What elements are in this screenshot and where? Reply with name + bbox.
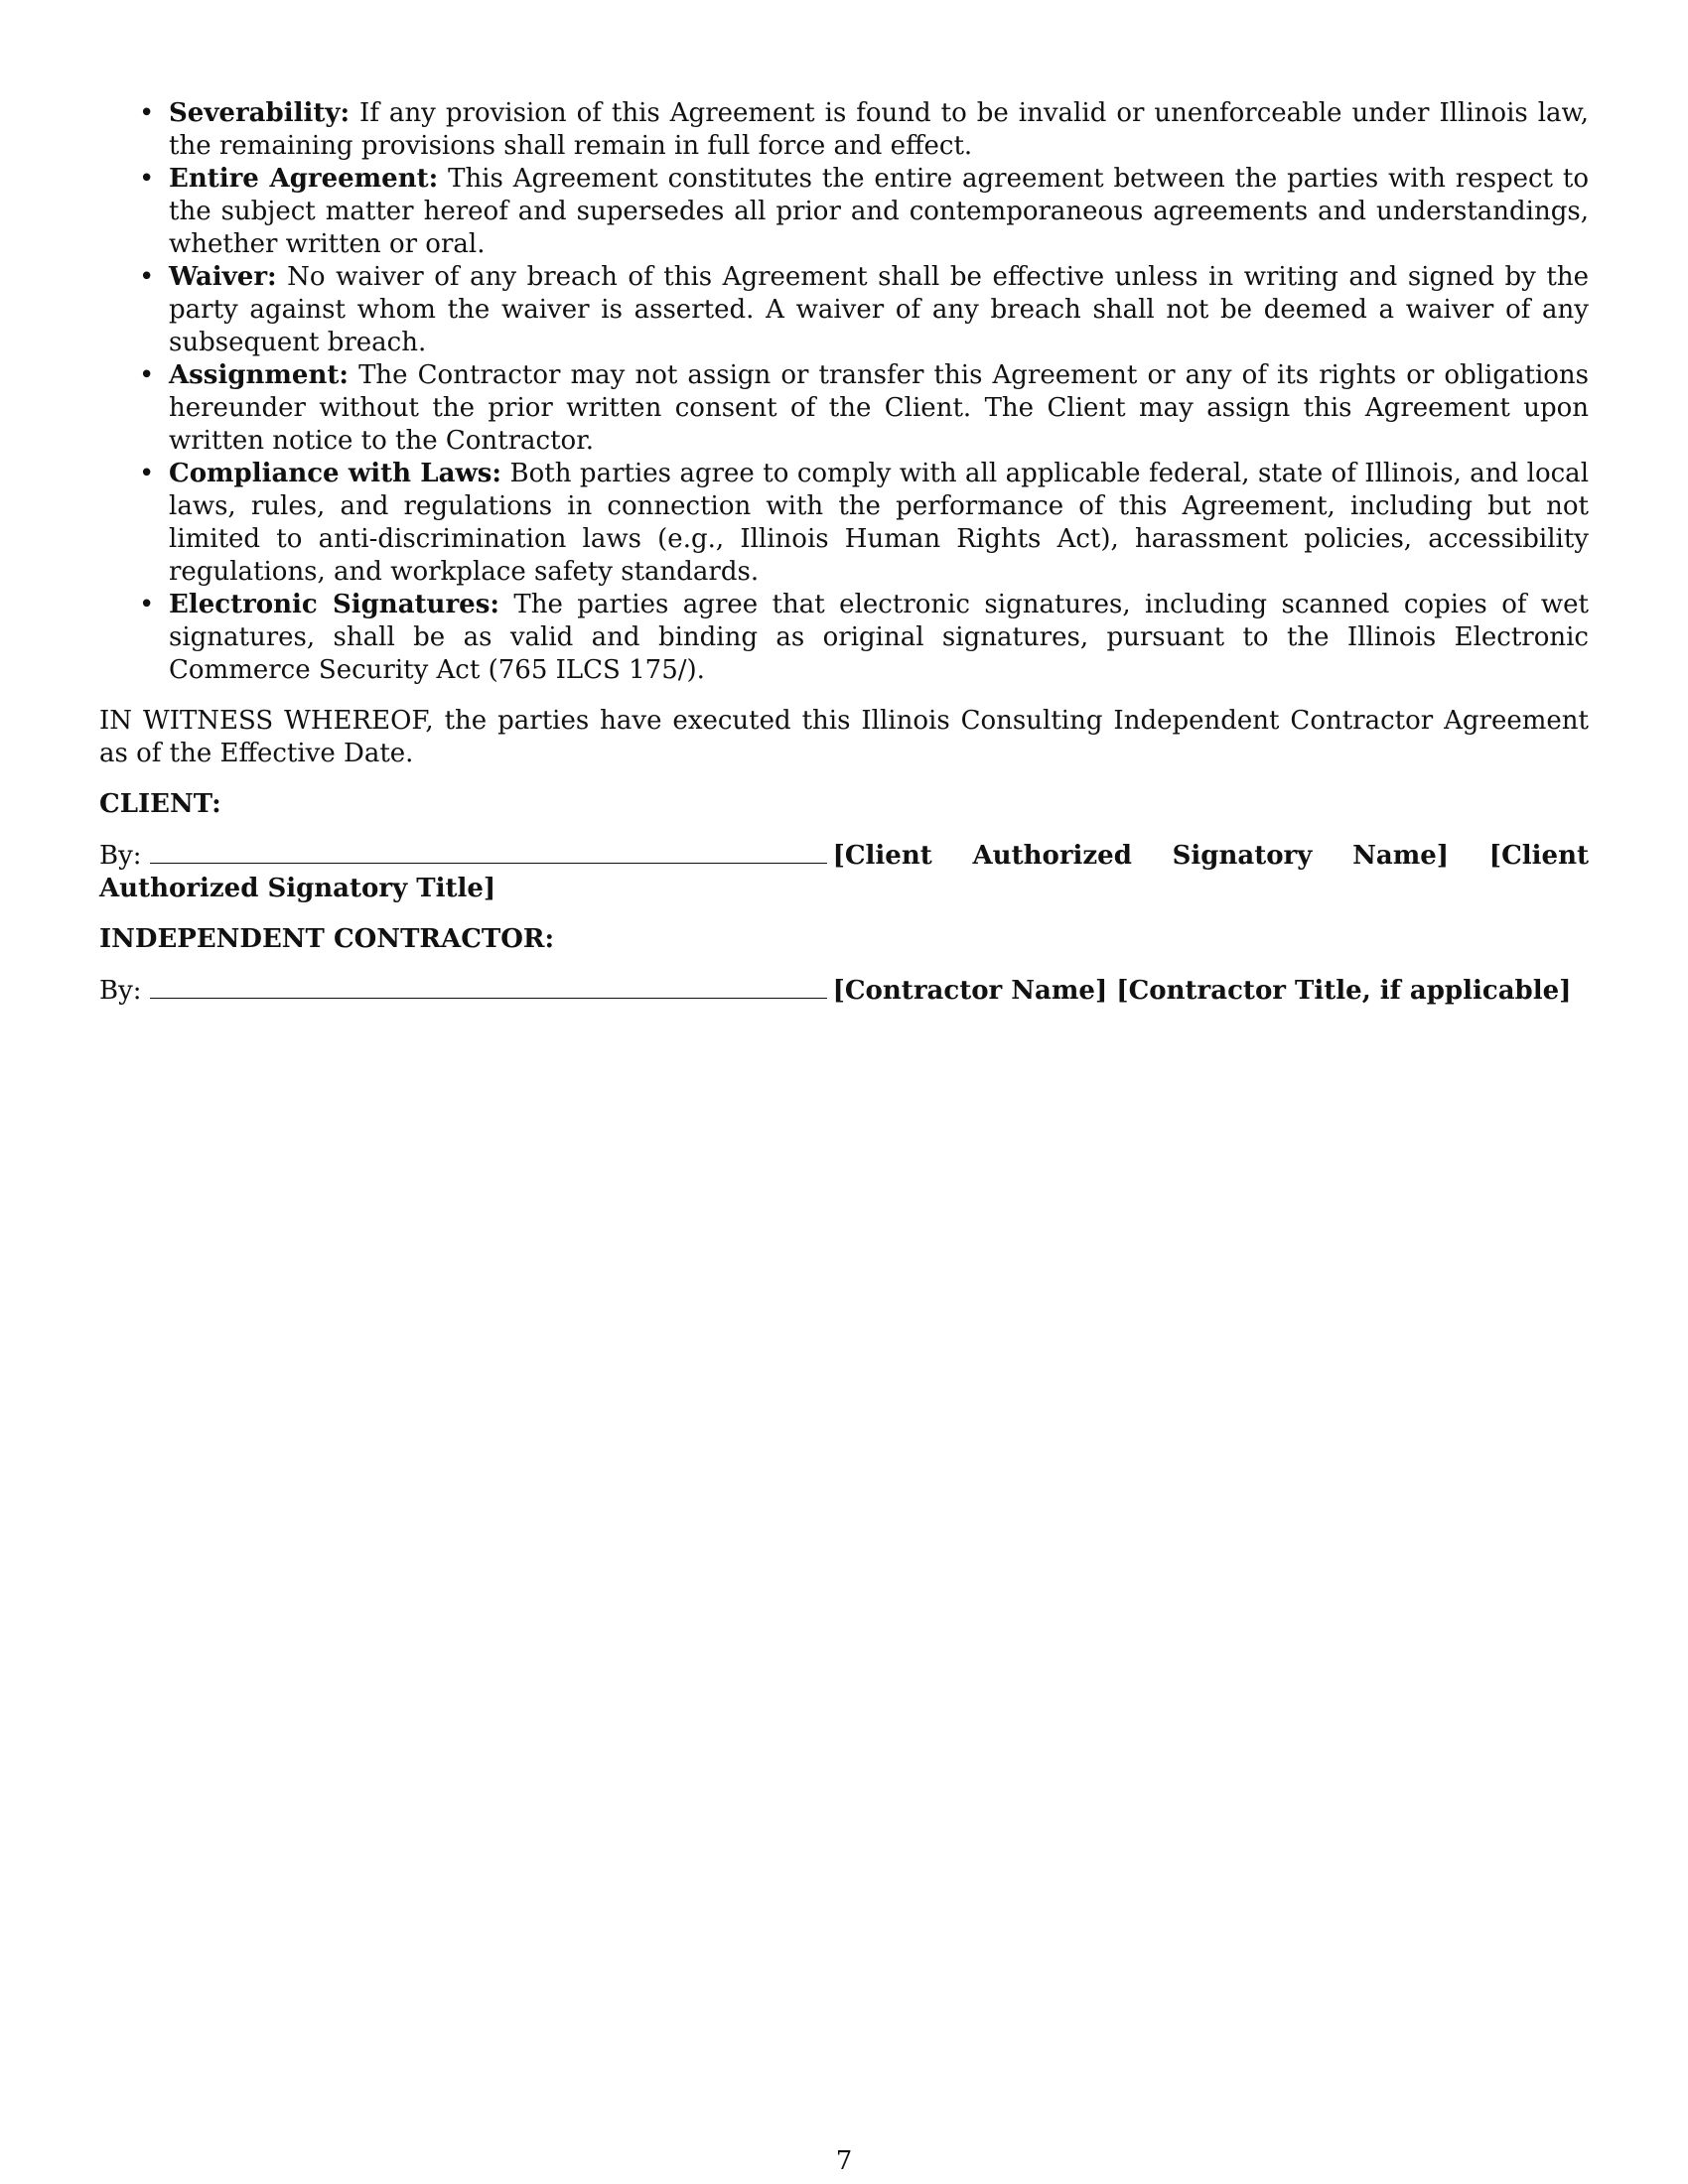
- bullet-icon: •: [139, 459, 155, 488]
- bullet-icon: •: [139, 360, 155, 390]
- client-signatory: [Client Authorized Signatory Name] [Client Authorized Signatory Title]: [99, 841, 1589, 903]
- provision-term: Waiver:: [169, 262, 277, 292]
- provision-term: Entire Agreement:: [169, 164, 439, 194]
- bullet-icon: •: [139, 98, 155, 128]
- provision-text: No waiver of any breach of this Agreement shall be effective unless in writing and signed by the party against whom the waiver is asserted. A waiver of any breach shall not be deemed a waiver of any subsequent breach.: [169, 262, 1589, 357]
- list-item: [139, 261, 1589, 359]
- witness-clause: IN WITNESS WHEREOF, the parties have executed this Illinois Consulting Independent Contractor Agreement as of the Effective Date.: [99, 706, 1589, 768]
- bullet-icon: •: [139, 164, 155, 194]
- client-by-label: By:: [99, 841, 142, 871]
- client-heading: CLIENT:: [99, 789, 221, 819]
- provision-text: The Contractor may not assign or transfer this Agreement or any of its rights or obligations hereunder without the prior written consent of the Client. The Client may assign this Agreement upon written notice to the Contractor.: [169, 360, 1590, 456]
- contractor-signature-block: [99, 974, 1589, 1008]
- provision-term: Compliance with Laws:: [169, 459, 502, 488]
- contractor-heading: INDEPENDENT CONTRACTOR:: [99, 924, 555, 954]
- provisions-list: [99, 97, 1589, 687]
- page-number: 7: [835, 2146, 853, 2176]
- list-item: [139, 97, 1589, 163]
- provision-term: Electronic Signatures:: [169, 590, 499, 619]
- provision-term: Severability:: [169, 98, 351, 128]
- contractor-signatory: [Contractor Name] [Contractor Title, if applicable]: [832, 976, 1572, 1006]
- client-signature-block: [99, 839, 1589, 905]
- provision-term: Assignment:: [169, 360, 349, 390]
- document-page: [99, 97, 1589, 1008]
- bullet-icon: •: [139, 262, 155, 292]
- list-item: [139, 458, 1590, 589]
- contractor-signature-line[interactable]: [150, 974, 827, 999]
- list-item: [139, 163, 1589, 261]
- list-item: [139, 589, 1590, 687]
- provision-text: This Agreement constitutes the entire agreement between the parties with respect to the subject matter hereof and supersedes all prior and contemporaneous agreements and understandings, whether written or oral.: [169, 164, 1589, 259]
- bullet-icon: •: [139, 590, 155, 619]
- client-signature-line[interactable]: [150, 839, 827, 864]
- contractor-by-label: By:: [99, 976, 142, 1006]
- provision-text: The parties agree that electronic signatures, including scanned copies of wet signatures, shall be as valid and binding as original signatures, pursuant to the Illinois Electronic Commerce Security Act (765 ILCS 175/).: [169, 590, 1590, 685]
- provision-text: Both parties agree to comply with all applicable federal, state of Illinois, and local laws, rules, and regulations in connection with the performance of this Agreement, including but not limited to anti-discrimination laws (e.g., Illinois Human Rights Act), harassment policies, accessibility regulations, and workplace safety standards.: [169, 459, 1590, 587]
- list-item: [139, 359, 1590, 458]
- provision-text: If any provision of this Agreement is found to be invalid or unenforceable under Illinois law, the remaining provisions shall remain in full force and effect.: [169, 98, 1589, 161]
